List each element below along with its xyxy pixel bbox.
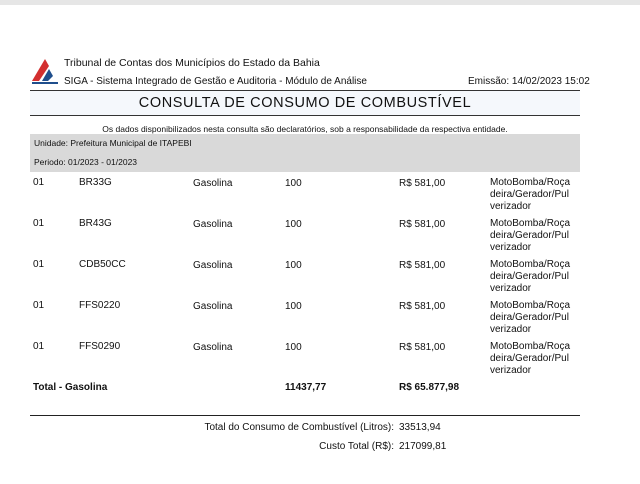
- row-quantity: 100: [285, 178, 302, 189]
- org-name: Tribunal de Contas dos Municípios do Estado da Bahia: [64, 57, 320, 69]
- top-strip: [0, 0, 640, 5]
- subtotal-value: R$ 65.877,98: [399, 382, 460, 393]
- row-use: MotoBomba/Roça deira/Gerador/Pul verizador: [490, 177, 571, 212]
- row-use: MotoBomba/Roça deira/Gerador/Pul verizador: [490, 218, 571, 253]
- row-value: R$ 581,00: [399, 260, 446, 271]
- total-cost-value: 217099,81: [399, 441, 447, 452]
- row-use: MotoBomba/Roça deira/Gerador/Pul verizador: [490, 300, 571, 335]
- title-bar: [30, 90, 580, 116]
- row-quantity: 100: [285, 342, 302, 353]
- row-value: R$ 581,00: [399, 178, 446, 189]
- period-label: Periodo: 01/2023 - 01/2023: [34, 157, 138, 167]
- row-code: 01: [33, 259, 45, 270]
- row-quantity: 100: [285, 301, 302, 312]
- divider: [30, 415, 580, 416]
- row-fuel: Gasolina: [193, 342, 233, 353]
- tcm-logo-icon: [30, 55, 60, 85]
- row-code: 01: [33, 341, 45, 352]
- disclaimer: Os dados disponibilizados nesta consulta são declaratórios, sob a responsabilidade da respectiva entidade.: [102, 124, 508, 134]
- row-quantity: 100: [285, 260, 302, 271]
- unit-label: Unidade: Prefeitura Municipal de ITAPEBI: [34, 138, 192, 148]
- row-equipment: FFS0220: [79, 300, 121, 311]
- row-equipment: BR43G: [79, 218, 112, 229]
- row-equipment: BR33G: [79, 177, 112, 188]
- row-quantity: 100: [285, 219, 302, 230]
- subtotal-label: Total - Gasolina: [33, 382, 108, 393]
- row-use: MotoBomba/Roça deira/Gerador/Pul verizador: [490, 259, 571, 294]
- row-value: R$ 581,00: [399, 301, 446, 312]
- row-value: R$ 581,00: [399, 342, 446, 353]
- row-fuel: Gasolina: [193, 301, 233, 312]
- row-value: R$ 581,00: [399, 219, 446, 230]
- row-code: 01: [33, 300, 45, 311]
- emission-date: Emissão: 14/02/2023 15:02: [468, 76, 590, 87]
- row-fuel: Gasolina: [193, 260, 233, 271]
- row-equipment: FFS0290: [79, 341, 121, 352]
- total-liters-label: Total do Consumo de Combustível (Litros):: [204, 422, 394, 433]
- total-cost-label: Custo Total (R$):: [319, 441, 394, 452]
- total-liters-value: 33513,94: [399, 422, 441, 433]
- system-name: SIGA - Sistema Integrado de Gestão e Auditoria - Módulo de Análise: [64, 76, 367, 87]
- page-title: CONSULTA DE CONSUMO DE COMBUSTÍVEL: [138, 95, 472, 111]
- subtotal-quantity: 11437,77: [285, 382, 327, 393]
- row-fuel: Gasolina: [193, 219, 233, 230]
- row-use: MotoBomba/Roça deira/Gerador/Pul verizador: [490, 341, 571, 376]
- row-code: 01: [33, 177, 45, 188]
- row-code: 01: [33, 218, 45, 229]
- row-fuel: Gasolina: [193, 178, 233, 189]
- row-equipment: CDB50CC: [79, 259, 126, 270]
